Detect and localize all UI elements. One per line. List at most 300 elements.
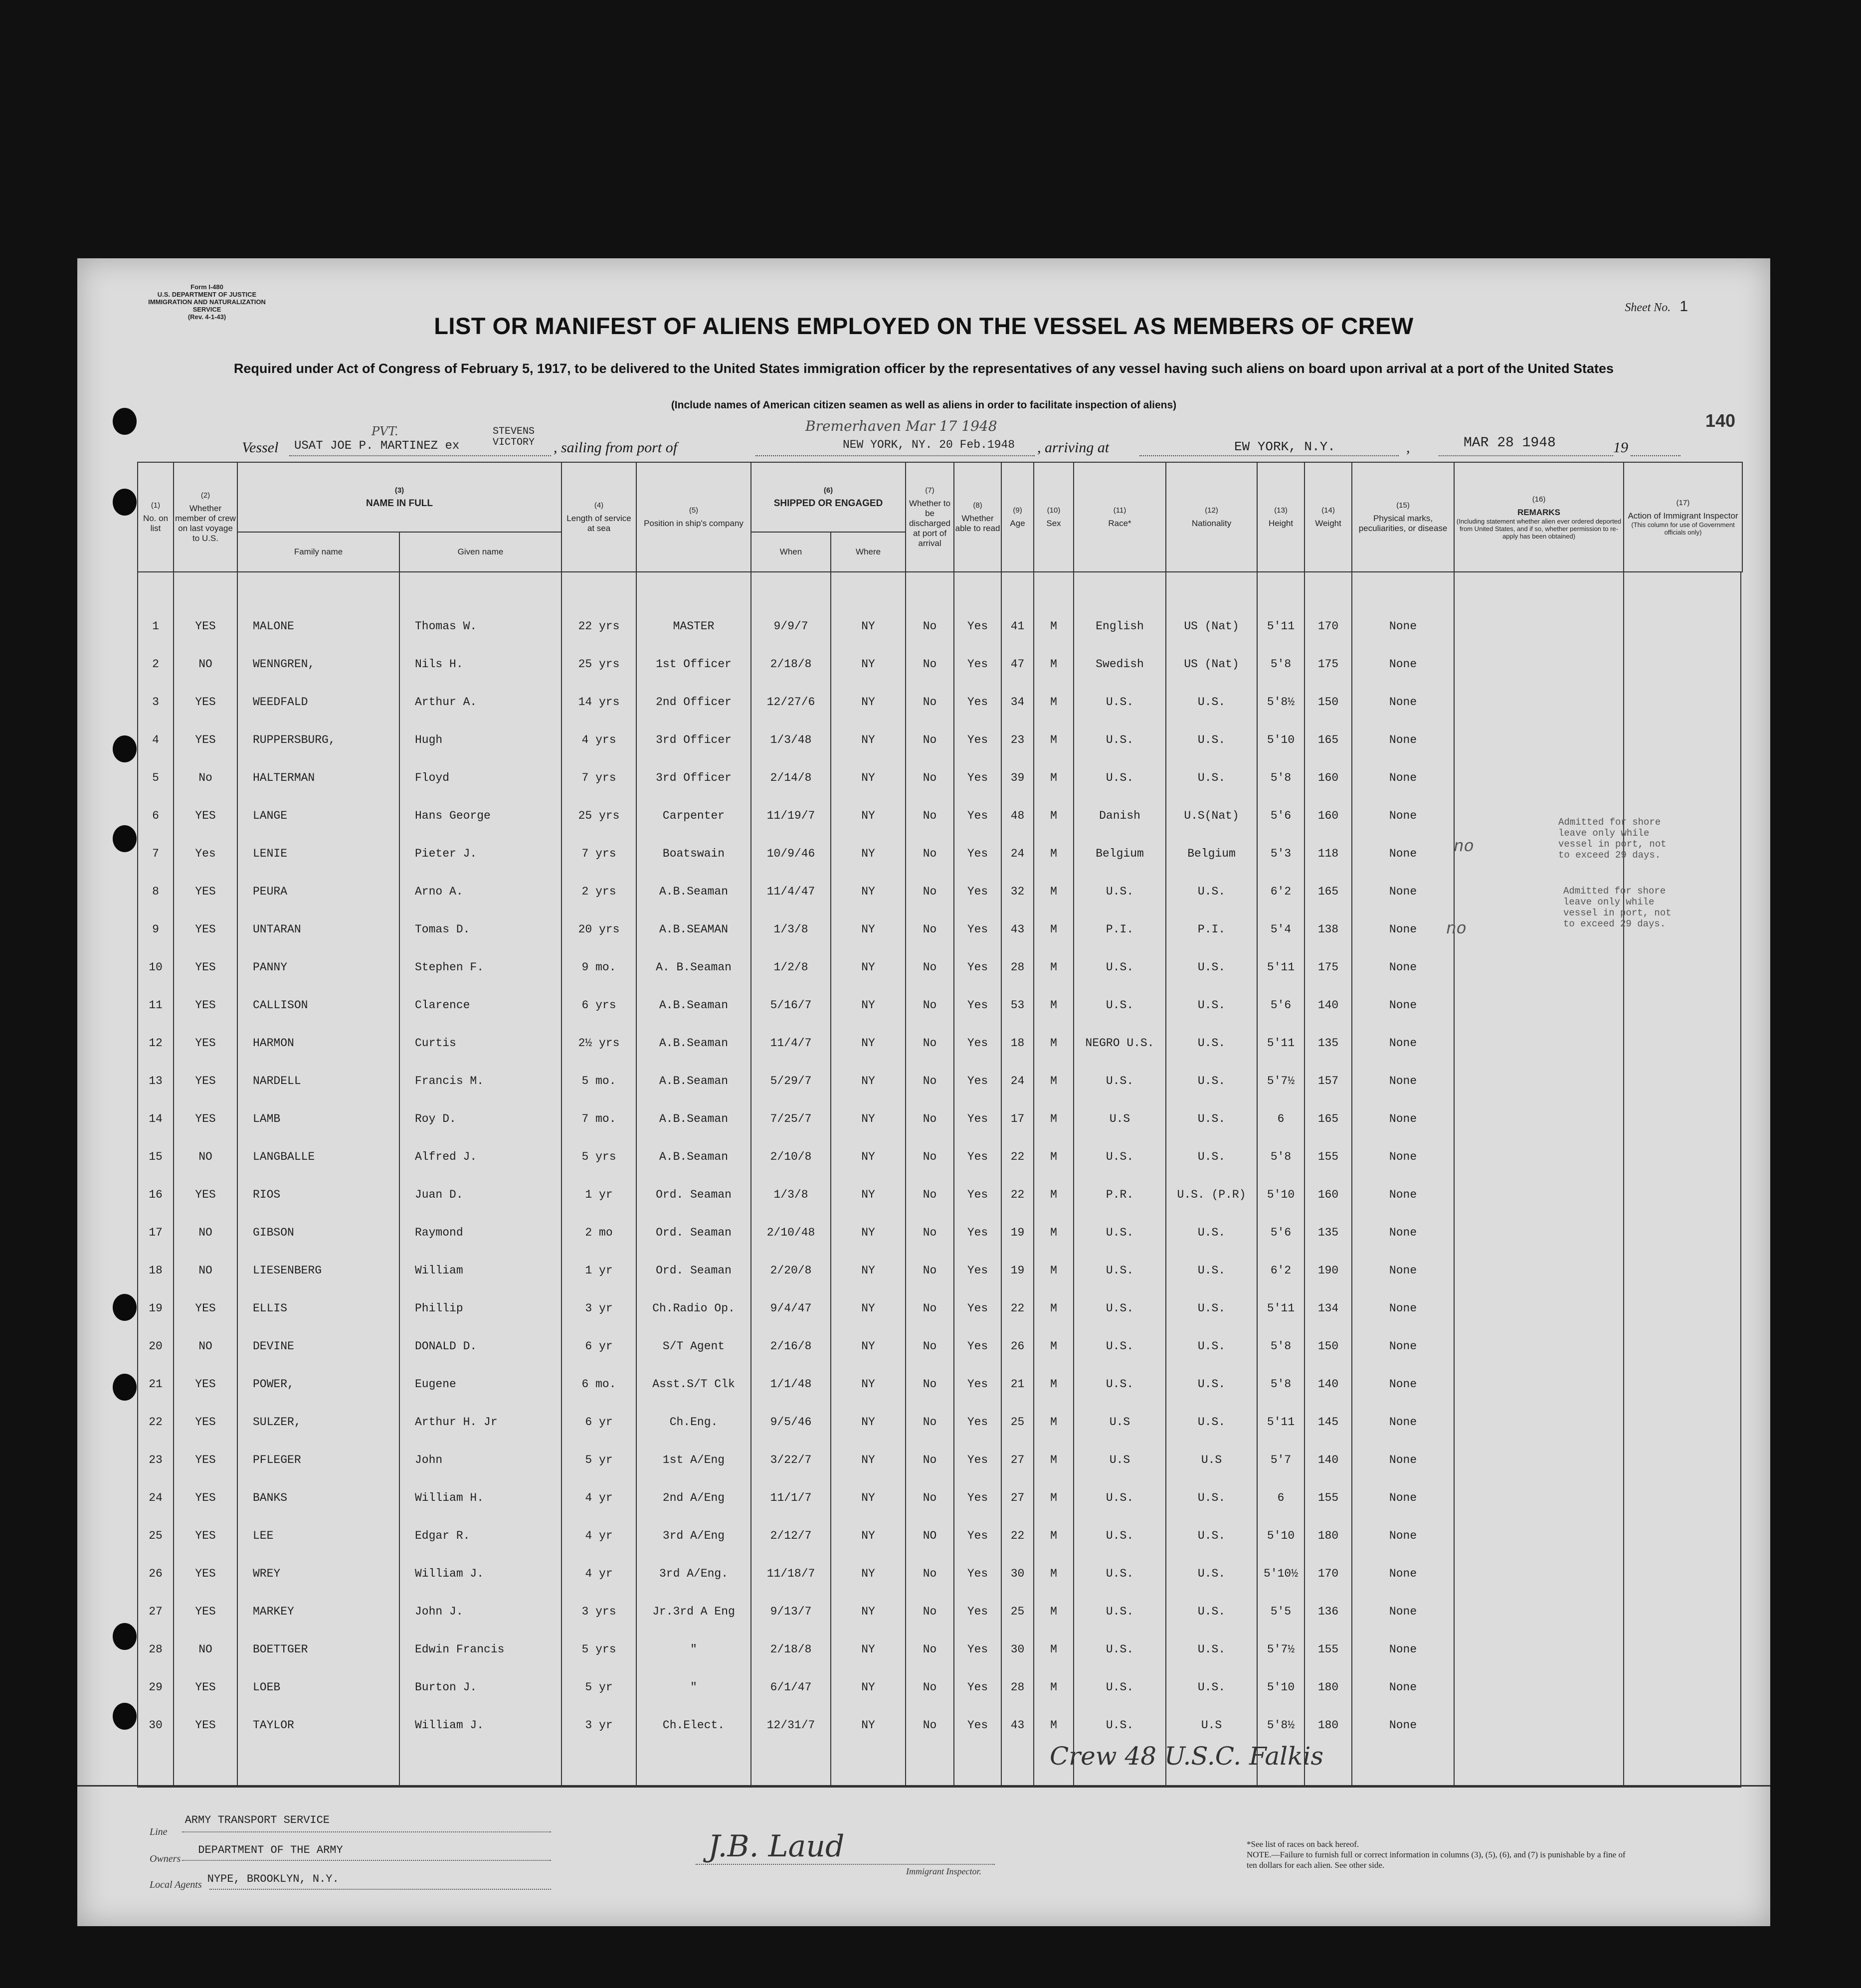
service-length-cell: 7 yrs <box>561 835 636 873</box>
row-number-cell: 17 <box>138 1214 174 1252</box>
height-cell: 5'6 <box>1257 986 1304 1024</box>
last-voyage-cell: YES <box>174 948 237 986</box>
last-voyage-cell: YES <box>174 1289 237 1327</box>
col-header-4: (4) Length of service at sea <box>561 462 636 572</box>
col-header-9: (9) Age <box>1001 462 1034 572</box>
service-length-cell: 5 yrs <box>561 1630 636 1668</box>
given-name-cell: Arthur H. Jr <box>399 1403 561 1441</box>
age-cell: 27 <box>1001 1479 1034 1517</box>
family-name-cell: LAMB <box>237 1100 399 1138</box>
physical-marks-cell: None <box>1352 1441 1454 1479</box>
table-row <box>138 1441 1742 1479</box>
shipped-when-cell: 1/3/8 <box>751 910 831 948</box>
shipped-when-cell: 11/18/7 <box>751 1555 831 1593</box>
shipped-where-cell: NY <box>831 1289 906 1327</box>
form-number: Form I-480 <box>190 283 223 291</box>
inspector-action-cell <box>1624 1555 1741 1593</box>
table-row <box>138 797 1742 835</box>
empty-cell <box>399 1744 561 1787</box>
discharged-cell: No <box>906 873 954 910</box>
row-number-cell: 7 <box>138 835 174 873</box>
able-to-read-cell: Yes <box>954 1138 1001 1176</box>
height-cell: 5'8½ <box>1257 683 1304 721</box>
shipped-where-cell: NY <box>831 1479 906 1517</box>
table-row <box>138 1517 1742 1555</box>
nationality-cell: U.S. (P.R) <box>1166 1176 1257 1214</box>
remarks-cell <box>1454 1479 1624 1517</box>
shipped-where-cell: NY <box>831 759 906 797</box>
row-number-cell: 11 <box>138 986 174 1024</box>
physical-marks-cell: None <box>1352 948 1454 986</box>
service-length-cell: 5 yrs <box>561 1138 636 1176</box>
col-header-2: (2) Whether member of crew on last voyage to U.S. <box>174 462 237 572</box>
last-voyage-cell: NO <box>174 1327 237 1365</box>
able-to-read-cell: Yes <box>954 1479 1001 1517</box>
able-to-read-cell: Yes <box>954 986 1001 1024</box>
sailing-handwritten: Bremerhaven Mar 17 1948 <box>805 418 997 434</box>
shipped-when-cell: 10/9/46 <box>751 835 831 873</box>
discharged-cell: No <box>906 948 954 986</box>
last-voyage-cell: YES <box>174 1479 237 1517</box>
family-name-cell: BOETTGER <box>237 1630 399 1668</box>
shipped-when-cell: 2/16/8 <box>751 1327 831 1365</box>
shipped-when-cell: 1/3/48 <box>751 721 831 759</box>
service-length-cell: 25 yrs <box>561 797 636 835</box>
race-cell: U.S. <box>1074 1555 1166 1593</box>
discharged-cell: No <box>906 1441 954 1479</box>
height-cell: 5'8½ <box>1257 1706 1304 1744</box>
table-row <box>138 607 1742 645</box>
sex-cell: M <box>1034 835 1074 873</box>
remarks-cell <box>1454 1441 1624 1479</box>
shipped-when-cell: 5/16/7 <box>751 986 831 1024</box>
shipped-when-cell: 1/3/8 <box>751 1176 831 1214</box>
age-cell: 43 <box>1001 1706 1034 1744</box>
shipped-when-cell: 2/10/8 <box>751 1138 831 1176</box>
position-cell: 1st Officer <box>636 645 751 683</box>
able-to-read-cell: Yes <box>954 797 1001 835</box>
race-cell: English <box>1074 607 1166 645</box>
physical-marks-cell: None <box>1352 910 1454 948</box>
last-voyage-cell: NO <box>174 645 237 683</box>
discharged-cell: No <box>906 1403 954 1441</box>
last-voyage-cell: YES <box>174 1441 237 1479</box>
vessel-name-suffix: STEVENS VICTORY <box>492 426 535 448</box>
physical-marks-cell: None <box>1352 1668 1454 1706</box>
discharged-cell: No <box>906 683 954 721</box>
last-voyage-cell: NO <box>174 1214 237 1252</box>
last-voyage-cell: YES <box>174 1024 237 1062</box>
nationality-cell: U.S <box>1166 1706 1257 1744</box>
footer-line-value: ARMY TRANSPORT SERVICE <box>185 1814 330 1826</box>
physical-marks-cell: None <box>1352 759 1454 797</box>
row-number-cell: 3 <box>138 683 174 721</box>
shipped-when-cell: 2/20/8 <box>751 1252 831 1289</box>
table-row <box>138 1062 1742 1100</box>
age-cell: 28 <box>1001 1668 1034 1706</box>
shipped-when-cell: 2/12/7 <box>751 1517 831 1555</box>
nationality-cell: U.S. <box>1166 1630 1257 1668</box>
given-name-cell: Alfred J. <box>399 1138 561 1176</box>
weight-cell: 160 <box>1304 797 1352 835</box>
empty-cell <box>138 1744 174 1787</box>
table-row <box>138 1479 1742 1517</box>
nationality-cell: U.S. <box>1166 759 1257 797</box>
race-cell: U.S. <box>1074 1327 1166 1365</box>
race-cell: U.S. <box>1074 1630 1166 1668</box>
age-cell: 22 <box>1001 1289 1034 1327</box>
nationality-cell: U.S. <box>1166 1062 1257 1100</box>
remarks-cell <box>1454 948 1624 986</box>
vessel-name-insert: PVT. <box>372 424 398 438</box>
able-to-read-cell: Yes <box>954 683 1001 721</box>
row-number-cell: 29 <box>138 1668 174 1706</box>
last-voyage-cell: YES <box>174 1706 237 1744</box>
shipped-where-cell: NY <box>831 1176 906 1214</box>
remarks-cell <box>1454 1100 1624 1138</box>
race-cell: U.S. <box>1074 1214 1166 1252</box>
last-voyage-cell: YES <box>174 1668 237 1706</box>
discharged-cell: No <box>906 759 954 797</box>
position-cell: A.B.SEAMAN <box>636 910 751 948</box>
given-name-cell: Hugh <box>399 721 561 759</box>
table-row <box>138 1668 1742 1706</box>
sex-cell: M <box>1034 1441 1074 1479</box>
age-cell: 34 <box>1001 683 1034 721</box>
family-name-cell: LANGBALLE <box>237 1138 399 1176</box>
discharged-cell: No <box>906 1479 954 1517</box>
nationality-cell: U.S. <box>1166 1289 1257 1327</box>
weight-cell: 165 <box>1304 721 1352 759</box>
remarks-cell <box>1454 1555 1624 1593</box>
row-number-cell: 10 <box>138 948 174 986</box>
given-name-cell: William H. <box>399 1479 561 1517</box>
year-underline <box>1631 455 1680 456</box>
remarks-cell <box>1454 721 1624 759</box>
row-number-cell: 19 <box>138 1289 174 1327</box>
sex-cell: M <box>1034 873 1074 910</box>
service-length-cell: 6 mo. <box>561 1365 636 1403</box>
sex-cell: M <box>1034 607 1074 645</box>
col-header-family: Family name <box>237 532 399 572</box>
family-name-cell: WREY <box>237 1555 399 1593</box>
physical-marks-cell: None <box>1352 873 1454 910</box>
weight-cell: 140 <box>1304 1441 1352 1479</box>
age-cell: 22 <box>1001 1138 1034 1176</box>
row-number-cell: 6 <box>138 797 174 835</box>
race-cell: U.S. <box>1074 873 1166 910</box>
family-name-cell: LANGE <box>237 797 399 835</box>
inspector-action-cell <box>1624 683 1741 721</box>
inspector-signature: J.B. Laud <box>708 1829 845 1864</box>
family-name-cell: WENNGREN, <box>237 645 399 683</box>
sex-cell: M <box>1034 986 1074 1024</box>
remarks-cell <box>1454 645 1624 683</box>
empty-cell <box>751 1744 831 1787</box>
height-cell: 5'8 <box>1257 1365 1304 1403</box>
family-name-cell: HARMON <box>237 1024 399 1062</box>
family-name-cell: RIOS <box>237 1176 399 1214</box>
binder-hole <box>113 1374 137 1401</box>
race-cell: U.S. <box>1074 1138 1166 1176</box>
position-cell: " <box>636 1630 751 1668</box>
form-revision: (Rev. 4-1-43) <box>187 313 226 321</box>
weight-cell: 140 <box>1304 1365 1352 1403</box>
shipped-where-cell: NY <box>831 1365 906 1403</box>
sex-cell: M <box>1034 1062 1074 1100</box>
service-length-cell: 5 yr <box>561 1441 636 1479</box>
arriving-underline <box>1139 455 1399 456</box>
date-underline <box>1439 455 1613 456</box>
year-label: 19 <box>1613 439 1628 456</box>
given-name-cell: Edgar R. <box>399 1517 561 1555</box>
physical-marks-cell: None <box>1352 1252 1454 1289</box>
nationality-cell: U.S. <box>1166 948 1257 986</box>
shipped-when-cell: 2/18/8 <box>751 1630 831 1668</box>
sex-cell: M <box>1034 1100 1074 1138</box>
shipped-where-cell: NY <box>831 1138 906 1176</box>
row-number-cell: 9 <box>138 910 174 948</box>
table-row <box>138 1252 1742 1289</box>
nationality-cell: U.S. <box>1166 1555 1257 1593</box>
page-number: 140 <box>1705 410 1735 431</box>
binder-hole <box>113 735 137 762</box>
physical-marks-cell: None <box>1352 1479 1454 1517</box>
physical-marks-cell: None <box>1352 1062 1454 1100</box>
position-cell: Ch.Radio Op. <box>636 1289 751 1327</box>
position-cell: A.B.Seaman <box>636 1062 751 1100</box>
shipped-where-cell: NY <box>831 1214 906 1252</box>
sex-cell: M <box>1034 1668 1074 1706</box>
shipped-where-cell: NY <box>831 1441 906 1479</box>
shipped-when-cell: 9/13/7 <box>751 1593 831 1630</box>
remarks-cell <box>1454 1365 1624 1403</box>
given-name-cell: William J. <box>399 1706 561 1744</box>
given-name-cell: William J. <box>399 1555 561 1593</box>
inspector-action-cell <box>1624 1176 1741 1214</box>
position-cell: Ch.Eng. <box>636 1403 751 1441</box>
table-row <box>138 873 1742 910</box>
age-cell: 27 <box>1001 1441 1034 1479</box>
row-number-cell: 21 <box>138 1365 174 1403</box>
weight-cell: 145 <box>1304 1403 1352 1441</box>
age-cell: 48 <box>1001 797 1034 835</box>
col-header-where: Where <box>831 532 906 572</box>
row-number-cell: 30 <box>138 1706 174 1744</box>
last-voyage-cell: YES <box>174 1176 237 1214</box>
service-length-cell: 5 mo. <box>561 1062 636 1100</box>
agency-line-1: U.S. DEPARTMENT OF JUSTICE <box>157 291 257 298</box>
remarks-cell <box>1454 1706 1624 1744</box>
sex-cell: M <box>1034 759 1074 797</box>
footer-agents-field <box>150 1873 339 1890</box>
footer-notes <box>1247 1839 1626 1870</box>
nationality-cell: U.S. <box>1166 721 1257 759</box>
empty-cell <box>954 1744 1001 1787</box>
physical-marks-cell: None <box>1352 1630 1454 1668</box>
discharged-cell: No <box>906 986 954 1024</box>
weight-cell: 175 <box>1304 645 1352 683</box>
weight-cell: 180 <box>1304 1706 1352 1744</box>
sheet-number-value: 1 <box>1679 298 1688 315</box>
family-name-cell: LIESENBERG <box>237 1252 399 1289</box>
weight-cell: 140 <box>1304 986 1352 1024</box>
weight-cell: 155 <box>1304 1138 1352 1176</box>
given-name-cell: Roy D. <box>399 1100 561 1138</box>
remark-hand-row-9: no <box>1446 920 1467 939</box>
nationality-cell: U.S. <box>1166 1024 1257 1062</box>
last-voyage-cell: No <box>174 759 237 797</box>
service-length-cell: 20 yrs <box>561 910 636 948</box>
col-header-15: (15) Physical marks, peculiarities, or disease <box>1352 462 1454 572</box>
vessel-label: Vessel <box>242 439 279 456</box>
physical-marks-cell: None <box>1352 1100 1454 1138</box>
table-row <box>138 948 1742 986</box>
height-cell: 5'3 <box>1257 835 1304 873</box>
able-to-read-cell: Yes <box>954 1062 1001 1100</box>
table-row <box>138 1403 1742 1441</box>
physical-marks-cell: None <box>1352 1365 1454 1403</box>
last-voyage-cell: YES <box>174 1062 237 1100</box>
discharged-cell: No <box>906 1365 954 1403</box>
table-row <box>138 986 1742 1024</box>
remark-hand-row-7: no <box>1454 838 1474 857</box>
family-name-cell: ELLIS <box>237 1289 399 1327</box>
race-cell: P.I. <box>1074 910 1166 948</box>
race-cell: U.S. <box>1074 986 1166 1024</box>
table-row <box>138 910 1742 948</box>
arrival-date: MAR 28 1948 <box>1464 435 1556 451</box>
sex-cell: M <box>1034 910 1074 948</box>
weight-cell: 160 <box>1304 759 1352 797</box>
family-name-cell: LENIE <box>237 835 399 873</box>
service-length-cell: 4 yrs <box>561 721 636 759</box>
family-name-cell: SULZER, <box>237 1403 399 1441</box>
given-name-cell: Curtis <box>399 1024 561 1062</box>
shipped-where-cell: NY <box>831 1403 906 1441</box>
service-length-cell: 22 yrs <box>561 607 636 645</box>
given-name-cell: Arno A. <box>399 873 561 910</box>
sex-cell: M <box>1034 645 1074 683</box>
family-name-cell: PFLEGER <box>237 1441 399 1479</box>
remarks-cell <box>1454 1024 1624 1062</box>
discharged-cell: No <box>906 797 954 835</box>
nationality-cell: U.S. <box>1166 1252 1257 1289</box>
sex-cell: M <box>1034 1479 1074 1517</box>
last-voyage-cell: YES <box>174 683 237 721</box>
weight-cell: 135 <box>1304 1214 1352 1252</box>
agency-line-2: IMMIGRATION AND NATURALIZATION SERVICE <box>148 298 266 313</box>
physical-marks-cell: None <box>1352 1214 1454 1252</box>
inspector-action-cell <box>1624 759 1741 797</box>
sex-cell: M <box>1034 1138 1074 1176</box>
age-cell: 43 <box>1001 910 1034 948</box>
discharged-cell: No <box>906 1138 954 1176</box>
family-name-cell: UNTARAN <box>237 910 399 948</box>
age-cell: 21 <box>1001 1365 1034 1403</box>
empty-cell <box>906 1744 954 1787</box>
physical-marks-cell: None <box>1352 986 1454 1024</box>
discharged-cell: No <box>906 1214 954 1252</box>
race-cell: U.S. <box>1074 683 1166 721</box>
shipped-when-cell: 9/9/7 <box>751 607 831 645</box>
empty-cell <box>237 1744 399 1787</box>
discharged-cell: No <box>906 645 954 683</box>
service-length-cell: 2 mo <box>561 1214 636 1252</box>
row-number-cell: 15 <box>138 1138 174 1176</box>
height-cell: 6 <box>1257 1100 1304 1138</box>
arriving-label: , arriving at <box>1037 439 1110 456</box>
sex-cell: M <box>1034 1252 1074 1289</box>
race-cell: U.S. <box>1074 1593 1166 1630</box>
document-subtitle: Required under Act of Congress of February 5, 1917, to be delivered to the United States immigration officer by the representatives of any vessel having such aliens on board upon arrival at a port of the United States <box>233 361 1614 376</box>
weight-cell: 157 <box>1304 1062 1352 1100</box>
family-name-cell: POWER, <box>237 1365 399 1403</box>
remarks-cell <box>1454 1593 1624 1630</box>
shipped-where-cell: NY <box>831 1327 906 1365</box>
shipped-when-cell: 12/27/6 <box>751 683 831 721</box>
inspector-action-cell <box>1624 1365 1741 1403</box>
shipped-when-cell: 11/4/7 <box>751 1024 831 1062</box>
age-cell: 19 <box>1001 1214 1034 1252</box>
position-cell: 3rd A/Eng <box>636 1517 751 1555</box>
shipped-where-cell: NY <box>831 721 906 759</box>
physical-marks-cell: None <box>1352 721 1454 759</box>
weight-cell: 160 <box>1304 1176 1352 1214</box>
inspector-action-cell <box>1624 607 1741 645</box>
physical-marks-cell: None <box>1352 1593 1454 1630</box>
weight-cell: 134 <box>1304 1289 1352 1327</box>
sex-cell: M <box>1034 1630 1074 1668</box>
discharged-cell: No <box>906 1100 954 1138</box>
given-name-cell: William <box>399 1252 561 1289</box>
service-length-cell: 7 mo. <box>561 1100 636 1138</box>
able-to-read-cell: Yes <box>954 1252 1001 1289</box>
age-cell: 22 <box>1001 1517 1034 1555</box>
given-name-cell: Hans George <box>399 797 561 835</box>
service-length-cell: 3 yr <box>561 1289 636 1327</box>
shipped-where-cell: NY <box>831 986 906 1024</box>
inspector-action-cell <box>1624 1706 1741 1744</box>
able-to-read-cell: Yes <box>954 1555 1001 1593</box>
last-voyage-cell: YES <box>174 873 237 910</box>
remarks-cell <box>1454 1517 1624 1555</box>
table-row <box>138 759 1742 797</box>
age-cell: 28 <box>1001 948 1034 986</box>
family-name-cell: HALTERMAN <box>237 759 399 797</box>
sex-cell: M <box>1034 1024 1074 1062</box>
remarks-cell <box>1454 1214 1624 1252</box>
footer-line-rule <box>182 1831 551 1832</box>
position-cell: Jr.3rd A Eng <box>636 1593 751 1630</box>
family-name-cell: LOEB <box>237 1668 399 1706</box>
position-cell: Boatswain <box>636 835 751 873</box>
binder-hole <box>113 489 137 516</box>
age-cell: 53 <box>1001 986 1034 1024</box>
sex-cell: M <box>1034 1593 1074 1630</box>
race-cell: U.S. <box>1074 1479 1166 1517</box>
weight-cell: 175 <box>1304 948 1352 986</box>
age-cell: 17 <box>1001 1100 1034 1138</box>
arriving-at: EW YORK, N.Y. <box>1234 439 1335 454</box>
given-name-cell: Stephen F. <box>399 948 561 986</box>
service-length-cell: 2 yrs <box>561 873 636 910</box>
remarks-cell <box>1454 1327 1624 1365</box>
nationality-cell: U.S. <box>1166 1214 1257 1252</box>
remarks-cell <box>1454 1289 1624 1327</box>
col-header-1: (1) No. on list <box>138 462 174 572</box>
nationality-cell: P.I. <box>1166 910 1257 948</box>
